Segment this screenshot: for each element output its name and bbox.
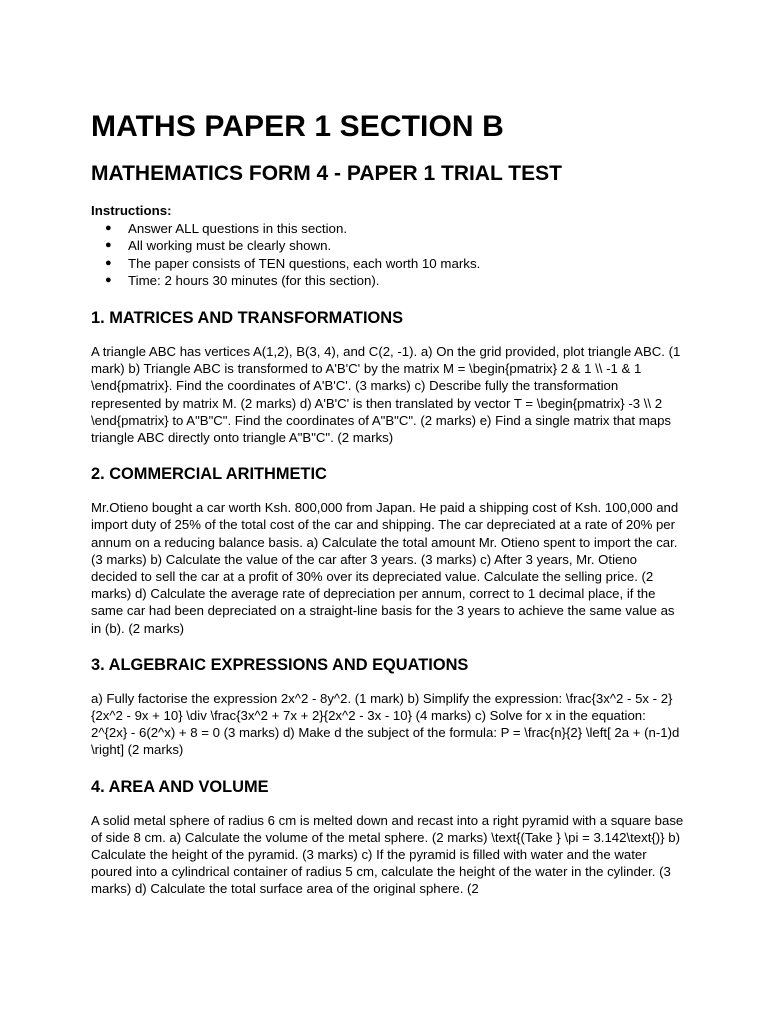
section-body: a) Fully factorise the expression 2x^2 - 8y^2. (1 mark) b) Simplify the expression: \frac{3x^2 - 5x - 2}{2x^2 - 9x + 10} \div \frac{3x^2 + 7x + 2}{2x^2 - 3x - 10} (4 marks) c) Solve for x in the equation: 2^{2x} - 6(2^x) + 8 = 0 (3 marks) d) Make d the subject of the formula: P = \frac{n}{2} \left[ 2a + (n-1)d \right] (2 marks)	[91, 690, 680, 758]
section-heading: 3. ALGEBRAIC EXPRESSIONS AND EQUATIONS	[91, 655, 469, 674]
list-item	[91, 272, 685, 290]
bullet-icon: ●	[105, 239, 112, 252]
instruction-text: The paper consists of TEN questions, each worth 10 marks.	[128, 255, 481, 271]
list-item	[91, 237, 685, 255]
document-content	[91, 108, 685, 898]
list-item	[91, 255, 685, 273]
list-item	[91, 220, 685, 238]
bullet-icon: ●	[105, 274, 112, 287]
section-heading: 4. AREA AND VOLUME	[91, 777, 269, 796]
instructions-block	[91, 202, 685, 290]
instruction-text: Time: 2 hours 30 minutes (for this section).	[128, 273, 380, 289]
page-subtitle: MATHEMATICS FORM 4 - PAPER 1 TRIAL TEST	[91, 162, 562, 185]
bullet-icon: ●	[105, 221, 112, 234]
instruction-text: Answer ALL questions in this section.	[128, 220, 348, 236]
section-heading: 2. COMMERCIAL ARITHMETIC	[91, 465, 327, 484]
section-matrices	[91, 307, 685, 446]
instructions-list	[91, 220, 685, 290]
section-commercial-arithmetic	[91, 463, 685, 637]
section-body: A triangle ABC has vertices A(1,2), B(3, 4), and C(2, -1). a) On the grid provided, plot triangle ABC. (1 mark) b) Triangle ABC is transformed to A'B'C' by the matrix M = \begin{pmatrix} 2 & 1 \\ -1 & 1 \end{pmatrix}. Find the coordinates of A'B'C'. (3 marks) c) Describe fully the transformation represented by matrix M. (2 marks) d) A'B'C' is then translated by vector T = \begin{pmatrix} -3 \\ 2 \end{pmatrix} to A"B"C". Find the coordinates of A"B"C". (2 marks) e) Find a single matrix that maps triangle ABC directly onto triangle A"B"C". (2 marks)	[91, 343, 681, 445]
instructions-label: Instructions:	[91, 203, 172, 218]
bullet-icon: ●	[105, 256, 112, 269]
page-title: MATHS PAPER 1 SECTION B	[91, 110, 504, 143]
instruction-text: All working must be clearly shown.	[128, 238, 332, 254]
section-area-volume	[91, 776, 685, 898]
section-body: Mr.Otieno bought a car worth Ksh. 800,000 from Japan. He paid a shipping cost of Ksh. 100,000 and import duty of 25% of the total cost of the car and shipping. The car depreciated at a rate of 20% per annum on a reducing balance basis. a) Calculate the total amount Mr. Otieno spent to import the car. (3 marks) b) Calculate the value of the car after 3 years. (3 marks) c) After 3 years, Mr. Otieno decided to sell the car at a profit of 30% over its depreciated value. Calculate the selling price. (2 marks) d) Calculate the average rate of depreciation per annum, correct to 1 decimal place, if the same car had been depreciated on a straight-line basis for the 3 years to achieve the same value as in (b). (2 marks)	[91, 500, 679, 636]
section-heading: 1. MATRICES AND TRANSFORMATIONS	[91, 308, 404, 327]
section-algebra	[91, 654, 685, 759]
section-body: A solid metal sphere of radius 6 cm is melted down and recast into a right pyramid with a square base of side 8 cm. a) Calculate the volume of the metal sphere. (2 marks) \text{(Take } \pi = 3.142\text{)} b) Calculate the height of the pyramid. (3 marks) c) If the pyramid is filled with water and the water poured into a cylindrical container of radius 5 cm, calculate the height of the water in the cylinder. (3 marks) d) Calculate the total surface area of the original sphere. (2	[91, 812, 684, 897]
